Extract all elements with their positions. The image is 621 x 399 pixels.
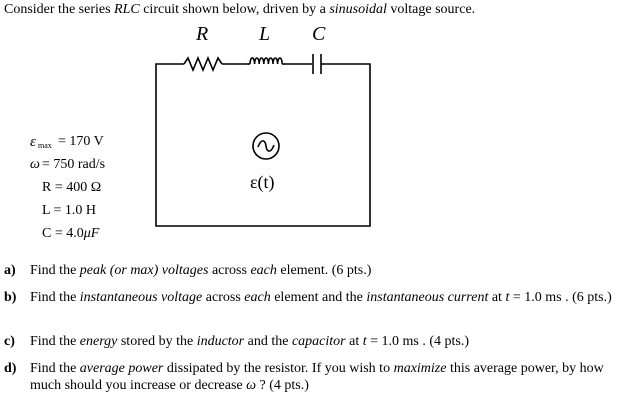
label-c: C bbox=[312, 23, 326, 45]
source-label: ε(t) bbox=[250, 172, 275, 192]
question-a-label: a) bbox=[4, 263, 16, 278]
question-b-text: Find the instantaneous voltage across each element and the instantaneous current at t = 1.0 ms . (6 pts.) bbox=[30, 290, 612, 305]
question-d-text: Find the average power dissipated by the resistor. If you wish to maximize this average power, by how much should you increase or decrease ω ? (4 pts.) bbox=[30, 361, 604, 393]
c-value bbox=[42, 226, 99, 242]
omega-value: = 750 rad/s bbox=[42, 157, 106, 172]
question-d-label: d) bbox=[4, 361, 17, 376]
question-b-label: b) bbox=[4, 290, 17, 305]
emax-symbol: ε bbox=[30, 134, 36, 150]
label-r: R bbox=[196, 23, 209, 45]
intro-text-3: voltage source. bbox=[386, 2, 476, 17]
omega-symbol: ω bbox=[30, 157, 40, 172]
r-value: R = 400 Ω bbox=[42, 180, 102, 195]
emax-subscript: max bbox=[38, 141, 52, 150]
intro-text-2: circuit shown below, driven by a bbox=[139, 2, 330, 17]
intro-sinusoidal: sinusoidal bbox=[329, 2, 387, 17]
resistor-symbol bbox=[184, 58, 222, 70]
inductor-symbol bbox=[246, 58, 286, 64]
emax-value: = 170 V bbox=[58, 134, 104, 149]
label-l: L bbox=[259, 23, 271, 45]
c-value-unit: μF bbox=[83, 226, 100, 241]
question-c-text: Find the energy stored by the inductor and the capacitor at t = 1.0 ms . (4 pts.) bbox=[30, 334, 470, 349]
intro-rlc: RLC bbox=[114, 2, 140, 17]
question-c-label: c) bbox=[4, 334, 15, 349]
question-a-text: Find the peak (or max) voltages across each element. (6 pts.) bbox=[30, 263, 372, 278]
c-value-number: C = 4.0 bbox=[42, 226, 84, 241]
intro-text-1: Consider the series bbox=[4, 2, 115, 17]
l-value: L = 1.0 H bbox=[42, 203, 97, 218]
